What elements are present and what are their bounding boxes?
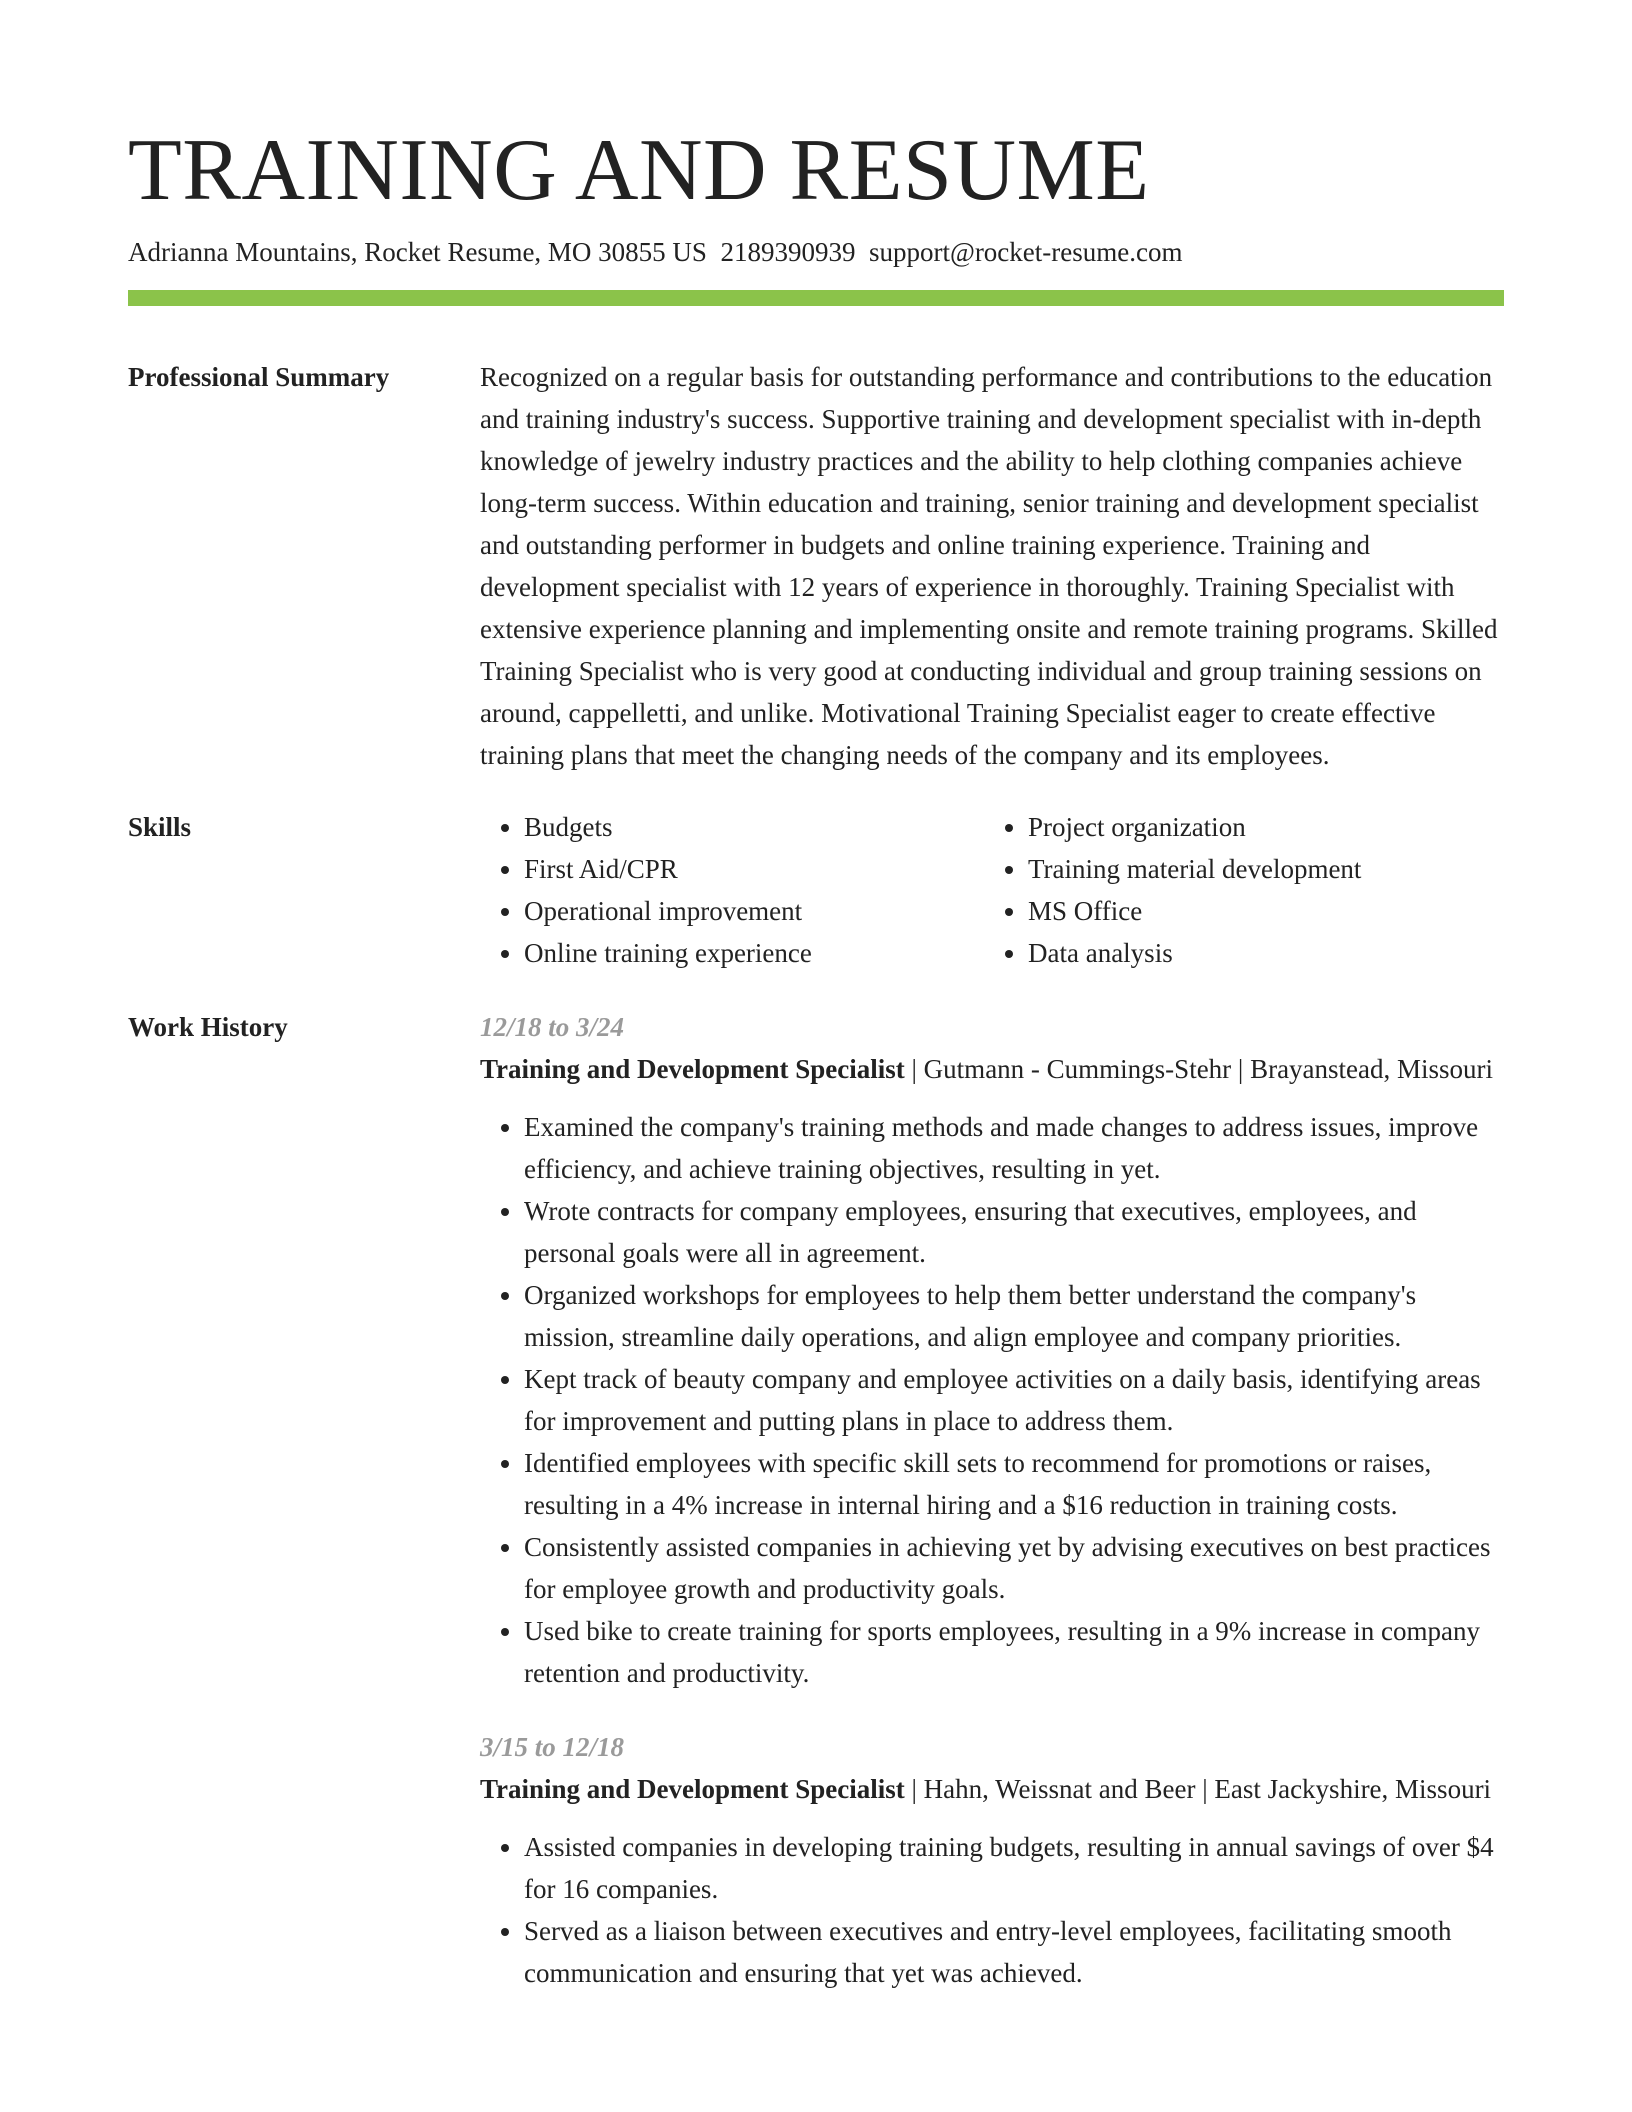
contact-phone: 2189390939 (720, 237, 856, 267)
section-label-work-history: Work History (128, 1012, 288, 1042)
job-entry (480, 1006, 1504, 1694)
section-label-skills: Skills (128, 812, 192, 842)
resume-page (128, 118, 1504, 1994)
professional-summary-section (128, 356, 1504, 776)
job-bullet-list (480, 1106, 1504, 1694)
job-employer-location: | Hahn, Weissnat and Beer | East Jackyshire, Missouri (904, 1774, 1492, 1804)
job-title: Training and Development Specialist (480, 1054, 905, 1084)
skill-item: • MS Office (1028, 890, 1488, 932)
job-bullet: • Assisted companies in developing training budgets, resulting in annual savings of over $4 for 16 companies. (524, 1826, 1504, 1910)
skills-grid (480, 806, 1504, 974)
accent-divider (128, 290, 1504, 306)
skill-item: • Budgets (524, 806, 984, 848)
skill-item: • Online training experience (524, 932, 984, 974)
job-heading (480, 1048, 1504, 1090)
job-title: Training and Development Specialist (480, 1774, 905, 1804)
contact-address: Adrianna Mountains, Rocket Resume, MO 30855 US (128, 237, 707, 267)
summary-text: Recognized on a regular basis for outstanding performance and contributions to the education and training industry's success. Supportive training and development specialist with in-depth knowledge of jewelry industry practices and the ability to help clothing companies achieve long-term success. Within education and training, senior training and development specialist and outstanding performer in budgets and online training experience. Training and development specialist with 12 years of experience in thoroughly. Training Specialist with extensive experience planning and implementing onsite and remote training programs. Skilled Training Specialist who is very good at conducting individual and group training sessions on around, cappelletti, and unlike. Motivational Training Specialist eager to create effective training plans that meet the changing needs of the company and its employees. (480, 362, 1498, 770)
job-bullet: • Used bike to create training for sports employees, resulting in a 9% increase in company retention and productivity. (524, 1610, 1504, 1694)
work-history-section (128, 1006, 1504, 1994)
job-bullet: • Identified employees with specific skill sets to recommend for promotions or raises, resulting in a 4% increase in internal hiring and a $16 reduction in training costs. (524, 1442, 1504, 1526)
job-bullet: • Wrote contracts for company employees, ensuring that executives, employees, and personal goals were all in agreement. (524, 1190, 1504, 1274)
contact-line (128, 232, 1504, 272)
job-bullet: • Kept track of beauty company and employee activities on a daily basis, identifying areas for improvement and putting plans in place to address them. (524, 1358, 1504, 1442)
job-bullet-list (480, 1826, 1504, 1994)
skills-section (128, 806, 1504, 974)
skill-item: • First Aid/CPR (524, 848, 984, 890)
job-bullet: • Examined the company's training methods and made changes to address issues, improve efficiency, and achieve training objectives, resulting in yet. (524, 1106, 1504, 1190)
skill-item: • Project organization (1028, 806, 1488, 848)
skills-list-right (984, 806, 1488, 974)
job-bullet: • Organized workshops for employees to help them better understand the company's mission, streamline daily operations, and align employee and company priorities. (524, 1274, 1504, 1358)
section-label-summary: Professional Summary (128, 362, 390, 392)
resume-name: TRAINING AND RESUME (128, 122, 1150, 219)
skills-list-left (480, 806, 984, 974)
skill-item: • Operational improvement (524, 890, 984, 932)
contact-email: support@rocket-resume.com (868, 237, 1183, 267)
work-history-body (480, 1006, 1504, 1994)
job-bullet: • Served as a liaison between executives and entry-level employees, facilitating smooth communication and ensuring that yet was achieved. (524, 1910, 1504, 1994)
skill-item: • Training material development (1028, 848, 1488, 890)
summary-body (480, 356, 1504, 776)
job-heading (480, 1768, 1504, 1810)
skill-item: • Data analysis (1028, 932, 1488, 974)
job-entry (480, 1726, 1504, 1994)
job-dates: 3/15 to 12/18 (480, 1732, 625, 1762)
job-employer-location: | Gutmann - Cummings-Stehr | Brayanstead, Missouri (904, 1054, 1494, 1084)
job-dates: 12/18 to 3/24 (480, 1012, 625, 1042)
job-bullet: • Consistently assisted companies in achieving yet by advising executives on best practices for employee growth and productivity goals. (524, 1526, 1504, 1610)
